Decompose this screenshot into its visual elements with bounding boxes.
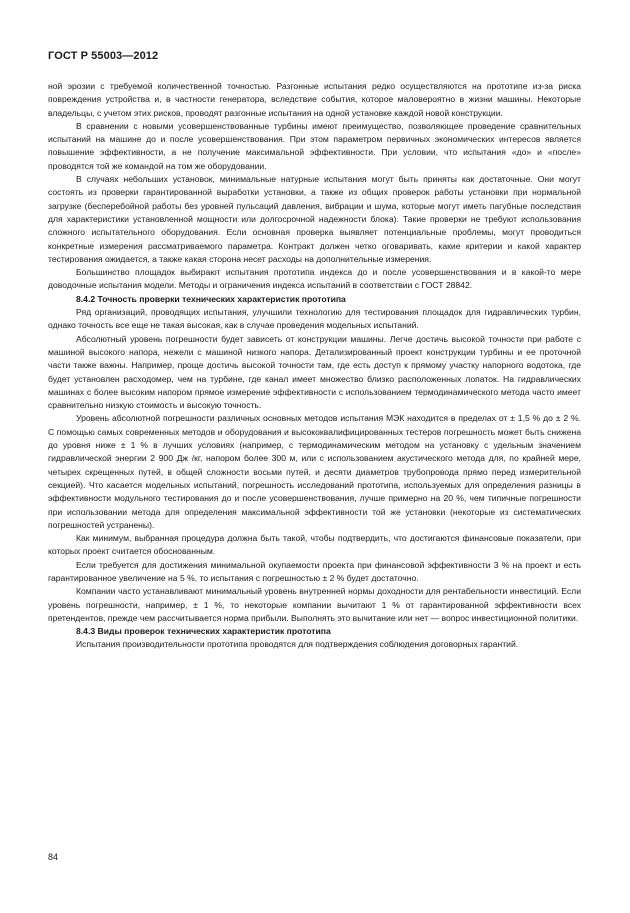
page-header: ГОСТ Р 55003—2012 (48, 50, 159, 62)
paragraph: Если требуется для достижения минимальной окупаемости проекта при финансовой эффективности 3 % на проект и есть гарантированное увеличение на 5 %, то испытания с погрешностью ± 2 % будет достаточно. (48, 559, 581, 583)
document-body (48, 80, 581, 652)
paragraph: ной эрозии с требуемой количественной точностью. Разгонные испытания редко осуществляются на прототипе из-за риска повреждения устройства и, в частности генератора, вследствие события, которое маловероятно в жизни машины. Некоторые владельцы, с учетом этих рисков, проводят разгонные испытания на одной установке каждой новой конструкции. (48, 81, 581, 118)
section-heading: 8.4.3 Виды проверок технических характеристик прототипа (76, 626, 331, 637)
page-number: 84 (48, 852, 59, 862)
paragraph: Абсолютный уровень погрешности будет зависеть от конструкции машины. Легче достичь высокой точности при работе с машиной высокого напора, нежели с машиной низкого напора. Детализированный проект конструкции турбины и ее проточной части также важны. Например, проще достичь высокой точности там, где есть доступ к прямому участку напорного водотока, где будет установлен расходомер, чем на турбине, где канал имеет множество близко расположенных лопаток. На гидравлических машинах с более высоким напором прямое измерение эффективности с использованием термодинамического метода часто имеет сравнительно низкую стоимость и высокую точность. (48, 333, 581, 411)
paragraph: В случаях небольших установок, минимальные натурные испытания могут быть приняты как достаточные. Они могут состоять из проверки гарантированной выработки установки, а также из общих проверок работы установки при нормальной загрузке (бесперебойной работы без уровней пульсаций давления, вибрации и шума, которые могут иметь пагубные последствия для характеристики установленной мощности или долгосрочной надежности блока). Такие проверки не требуют использования сложного испытательного оборудования. Если основная проверка выявляет потенциальные проблемы, могут проводиться конкретные измерения рассматриваемого параметра. Контракт должен четко оговаривать, какие критерии и какой характер тестирования ожидается, а также какая сторона несет расходы на дополнительные измерения. (48, 174, 581, 264)
paragraph: Как минимум, выбранная процедура должна быть такой, чтобы подтвердить, что достигаются финансовые показатели, при которых проект считается обоснованным. (48, 533, 581, 557)
paragraph: Компании часто устанавливают минимальный уровень внутренней нормы доходности для рентабельности инвестиций. Если уровень погрешности, например, ± 1 %, то некоторые компании вычитают 1 % от гарантированной эффективности всех претендентов, прежде чем рассчитывается норма прибыли. Выполнять это вычитание или нет — вопрос инвестиционной политики. (48, 586, 581, 623)
paragraph: Большинство площадок выбирают испытания прототипа индекса до и после усовершенствования и в какой-то мере доводочные испытания модели. Методы и ограничения индекса испытаний в соответствии с ГОСТ 28842. (48, 267, 581, 291)
paragraph: Ряд организаций, проводящих испытания, улучшили технологию для тестирования площадок для гидравлических турбин, однако точность все еще не такая высокая, как в случае проведения модельных испытаний. (48, 307, 581, 331)
paragraph: В сравнении с новыми усовершенствованные турбины имеют преимущество, позволяющее проведение сравнительных испытаний на машине до и после усовершенствования. При этом параметром первичных экономических интересов является повышение эффективности, а не получение максимальной эффективности. При условии, что испытания «до» и «после» проводятся той же командой на том же оборудовании. (48, 120, 581, 171)
section-heading: 8.4.2 Точность проверки технических характеристик прототипа (76, 293, 346, 304)
paragraph: Уровень абсолютной погрешности различных основных методов испытания МЭК находится в пределах от ± 1,5 % до ± 2 %. С помощью самых современных методов и оборудования и высококвалифицированных тестеров погрешность может быть снижена до уровня ниже ± 1 % в лучших условиях (например, с термодинамическим методом на установку с удельным значением гидравлической энергии 2 900 Дж /кг, напором более 300 м, или с использованием акустического метода для, по крайней мере, четырех скрещенных путей, в общей сложности восьми путей, и десяти диаметров трубопровода прямо перед измерительной секцией). Что касается модельных испытаний, погрешность исследований прототипа, используемых для определения разницы в эффективности модульного тестирования до и после усовершенствования, лучше примерно на 20 %, чем типичные погрешности при использовании метода для определения максимальной эффективности той же установки (некоторые из систематических погрешностей устранены). (48, 413, 581, 530)
paragraph: Испытания производительности прототипа проводятся для подтверждения соблюдения договорных гарантий. (76, 639, 519, 650)
